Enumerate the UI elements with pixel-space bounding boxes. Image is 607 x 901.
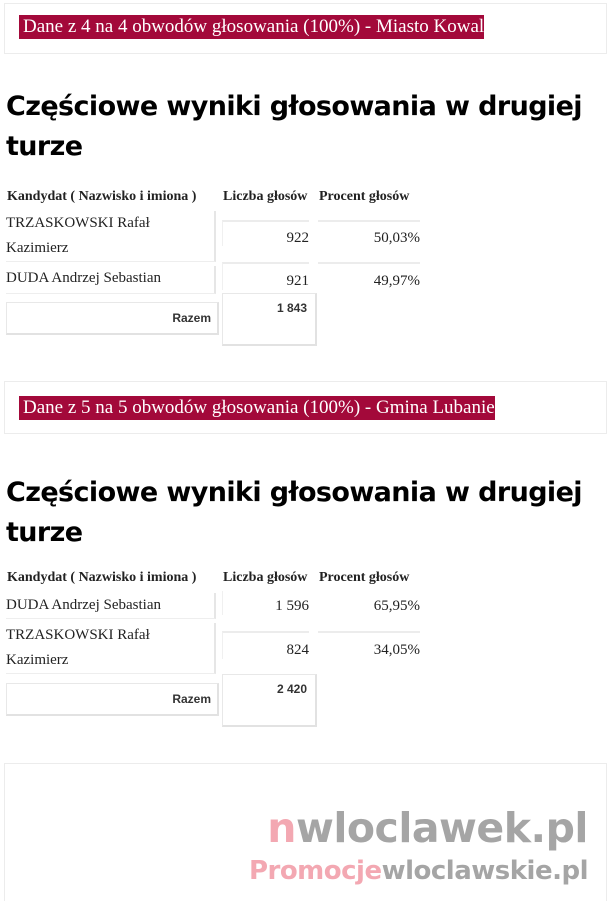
results-heading: Częściowe wyniki głosowania w drugiej turze — [6, 477, 582, 548]
total-label: Razem — [172, 311, 211, 325]
col-header-candidate: Kandydat ( Nazwisko i imiona ) — [7, 189, 197, 204]
total-value: 1 843 — [276, 301, 307, 315]
total-label-cell — [6, 302, 219, 335]
candidate-votes: 1 596 — [222, 591, 309, 615]
watermark-promo-logo — [249, 856, 588, 886]
candidate-votes: 922 — [222, 220, 309, 246]
total-label: Razem — [172, 692, 211, 706]
watermark-box — [4, 763, 607, 901]
col-header-votes: Liczba głosów — [223, 570, 308, 585]
watermark-site-logo — [267, 806, 588, 850]
watermark-part: Promocje — [248, 856, 382, 886]
candidate-percent: 50,03% — [318, 220, 420, 246]
col-header-votes: Liczba głosów — [223, 189, 308, 204]
total-value: 2 420 — [276, 682, 307, 696]
candidate-percent: 65,95% — [373, 598, 420, 614]
results-heading: Częściowe wyniki głosowania w drugiej turze — [6, 91, 582, 162]
total-value-cell — [222, 674, 317, 727]
total-label-cell — [6, 683, 219, 716]
watermark-part: wloclawskie.pl — [381, 856, 588, 886]
candidate-name: TRZASKOWSKI Rafał Kazimierz — [6, 623, 216, 674]
candidate-name: DUDA Andrzej Sebastian — [6, 266, 216, 294]
candidate-name: TRZASKOWSKI Rafał Kazimierz — [6, 211, 216, 262]
results-banner-box — [4, 3, 607, 54]
candidate-name: DUDA Andrzej Sebastian — [6, 593, 216, 619]
col-header-candidate: Kandydat ( Nazwisko i imiona ) — [7, 570, 197, 585]
total-value-cell — [222, 293, 317, 346]
col-header-percent: Procent głosów — [319, 570, 410, 585]
results-banner-box — [4, 381, 607, 434]
watermark-part: n — [267, 804, 296, 852]
results-banner: Dane z 4 na 4 obwodów głosowania (100%) - Miasto Kowal — [19, 15, 484, 39]
watermark-part: wloclawek.pl — [295, 804, 588, 852]
candidate-percent: 34,05% — [318, 631, 420, 659]
col-header-percent: Procent głosów — [319, 189, 410, 204]
candidate-votes: 921 — [222, 262, 309, 290]
candidate-percent: 49,97% — [318, 262, 420, 290]
results-banner: Dane z 5 na 5 obwodów głosowania (100%) - Gmina Lubanie — [19, 396, 495, 420]
candidate-votes: 824 — [222, 631, 309, 659]
